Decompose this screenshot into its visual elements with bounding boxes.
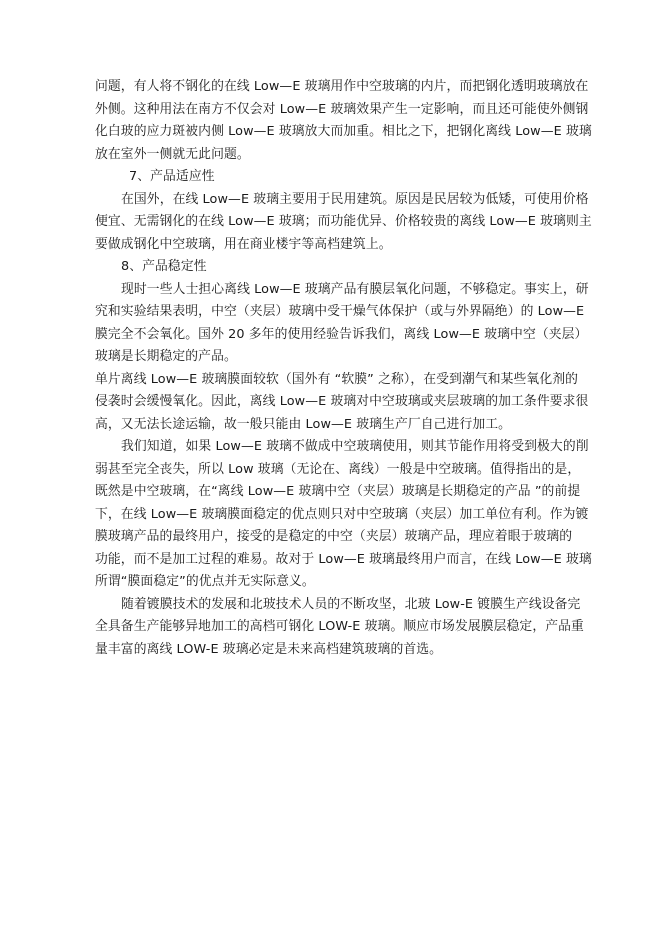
paragraph-line: 侵袭时会缓慢氧化。因此，离线 Low—E 玻璃对中空玻璃或夹层玻璃的加工条件要求很 <box>95 394 589 409</box>
paragraph-line: 全具备生产能够异地加工的高档可钢化 LOW-E 玻璃。顺应市场发展膜层稳定，产品重 <box>95 619 584 634</box>
paragraph-line: 外侧。这种用法在南方不仅会对 Low—E 玻璃效果产生一定影响，而且还可能使外侧钢 <box>95 101 589 117</box>
paragraph-line: 随着镀膜技术的发展和北玻技术人员的不断攻坚，北玻 Low-E 镀膜生产线设备完 <box>121 596 581 612</box>
paragraph-line: 究和实验结果表明，中空（夹层）玻璃中受干燥气体保护（或与外界隔绝）的 Low—E <box>95 304 585 319</box>
paragraph-line: 膜玻璃产品的最终用户，接受的是稳定的中空（夹层）玻璃产品，理应着眼于玻璃的 <box>95 529 573 544</box>
paragraph-line: 高，又无法长途运输，故一般只能由 Low—E 玻璃生产厂自己进行加工。 <box>95 416 512 432</box>
paragraph-line: 放在室外一侧就无此问题。 <box>95 146 250 162</box>
section-heading: 8、产品稳定性 <box>121 259 207 274</box>
paragraph-line: 既然是中空玻璃，在“离线 Low—E 玻璃中空（夹层）玻璃是长期稳定的产品 ”的前提 <box>95 484 581 499</box>
paragraph-line: 所谓“膜面稳定”的优点并无实际意义。 <box>95 574 315 589</box>
paragraph-line: 问题，有人将不钢化的在线 Low—E 玻璃用作中空玻璃的内片，而把钢化透明玻璃放在 <box>95 79 589 94</box>
paragraph-line: 便宜、无需钢化的在线 Low—E 玻璃；而功能优异、价格较贵的离线 Low—E 玻璃则主 <box>95 214 592 229</box>
paragraph-line: 膜完全不会氧化。国外 20 多年的使用经验告诉我们，离线 Low—E 玻璃中空（夹层） <box>95 326 588 342</box>
paragraph-line: 量丰富的离线 LOW-E 玻璃必定是未来高档建筑玻璃的首选。 <box>95 641 443 657</box>
paragraph-line: 现时一些人士担心离线 Low—E 玻璃产品有膜层氧化问题，不够稳定。事实上，研 <box>121 281 589 297</box>
paragraph-line: 单片离线 Low—E 玻璃膜面较软（国外有 “软膜” 之称），在受到潮气和某些氧化剂的 <box>95 371 579 387</box>
paragraph-line: 在国外，在线 Low—E 玻璃主要用于民用建筑。原因是民居较为低矮，可使用价格 <box>121 191 589 207</box>
paragraph-line: 我们知道，如果 Low—E 玻璃不做成中空玻璃使用，则其节能作用将受到极大的削 <box>121 439 589 454</box>
document-body <box>95 76 595 661</box>
paragraph-line: 玻璃是长期稳定的产品。 <box>95 349 237 364</box>
paragraph-line: 要做成钢化中空玻璃，用在商业楼宇等高档建筑上。 <box>95 236 392 252</box>
paragraph-line: 功能，而不是加工过程的难易。故对于 Low—E 玻璃最终用户而言，在线 Low—E 玻璃 <box>95 551 592 567</box>
paragraph-line: 下，在线 Low—E 玻璃膜面稳定的优点则只对中空玻璃（夹层）加工单位有利。作为镀 <box>95 506 589 522</box>
paragraph-line: 化白玻的应力斑被内侧 Low—E 玻璃放大而加重。相比之下，把钢化离线 Low—E 玻璃 <box>95 124 592 139</box>
section-heading: 7、产品适应性 <box>129 169 215 184</box>
paragraph-line: 弱甚至完全丧失，所以 Low 玻璃（无论在、离线）一般是中空玻璃。值得指出的是， <box>95 461 581 477</box>
